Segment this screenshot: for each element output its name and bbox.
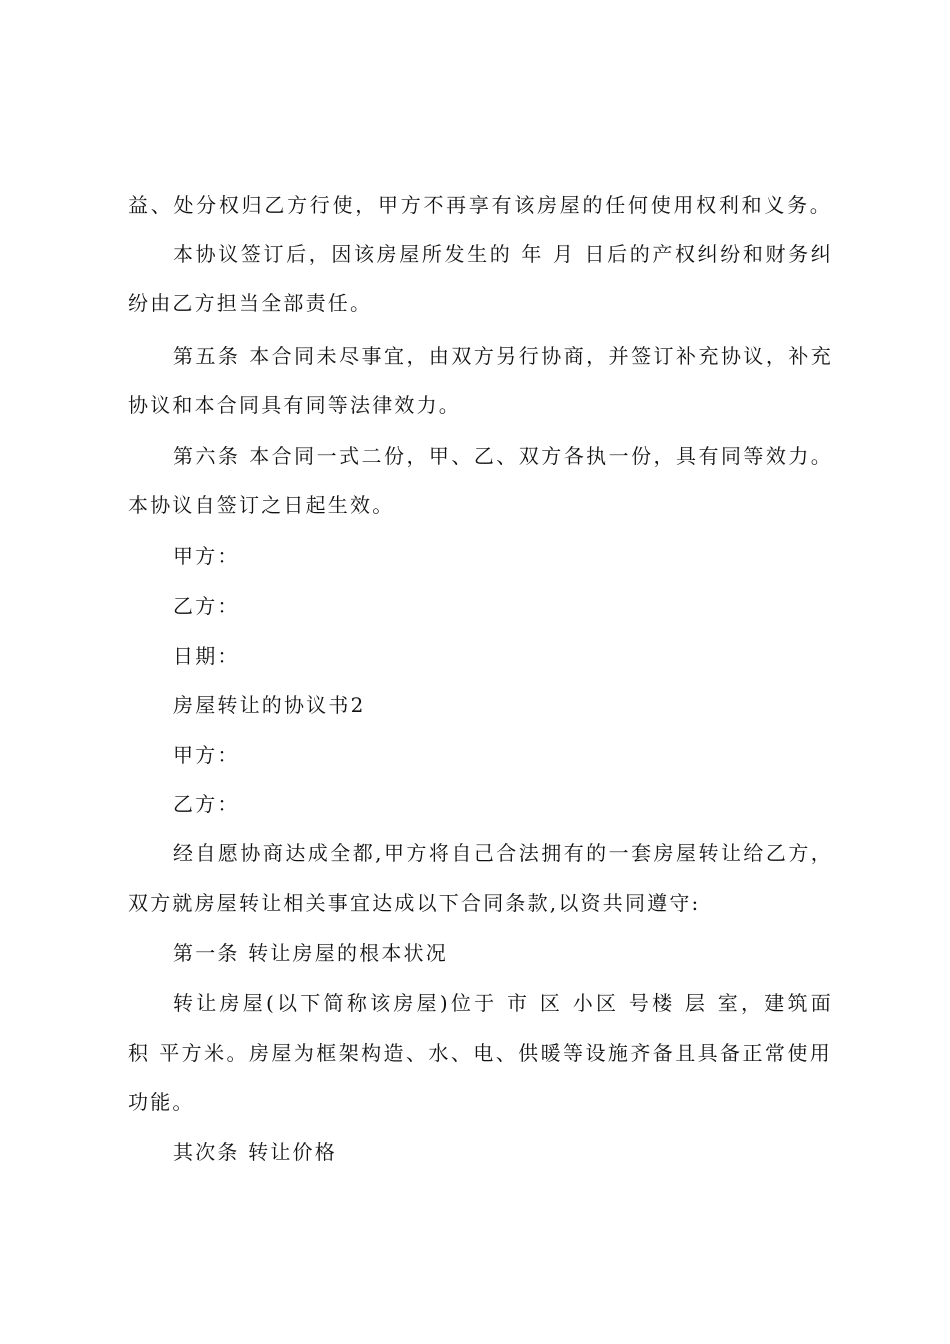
clause-heading: 其次条 转让价格: [173, 1140, 337, 1164]
section-heading: 房屋转让的协议书2: [173, 693, 366, 717]
signature-label-party-b: 乙方：: [173, 792, 240, 816]
paragraph-line: 益、处分权归乙方行使，甲方不再享有该房屋的任何使用权利和义务。: [128, 193, 832, 217]
paragraph-line: 本协议自签订之日起生效。: [128, 493, 395, 517]
signature-label-date: 日期：: [173, 644, 240, 668]
signature-label-party-a: 甲方：: [173, 544, 240, 568]
paragraph-line: 转让房屋(以下简称该房屋)位于 市 区 小区 号楼 层 室，建筑面: [173, 991, 833, 1015]
signature-label-party-a: 甲方：: [173, 743, 240, 767]
signature-label-party-b: 乙方：: [173, 594, 240, 618]
paragraph-line: 协议和本合同具有同等法律效力。: [128, 393, 461, 417]
paragraph-line: 功能。: [128, 1090, 195, 1114]
paragraph-line: 本协议签订后，因该房屋所发生的 年 月 日后的产权纠纷和财务纠: [173, 242, 833, 266]
paragraph-line: 经自愿协商达成全都,甲方将自己合法拥有的一套房屋转让给乙方，: [173, 841, 833, 865]
paragraph-line: 第六条 本合同一式二份，甲、乙、双方各执一份，具有同等效力。: [173, 444, 833, 468]
clause-heading: 第一条 转让房屋的根本状况: [173, 941, 448, 965]
paragraph-line: 积 平方米。房屋为框架构造、水、电、供暖等设施齐备且具备正常使用: [128, 1041, 832, 1065]
paragraph-line: 第五条 本合同未尽事宜，由双方另行协商，并签订补充协议，补充: [173, 344, 833, 368]
paragraph-line: 双方就房屋转让相关事宜达成以下合同条款,以资共同遵守:: [128, 891, 701, 915]
paragraph-line: 纷由乙方担当全部责任。: [128, 291, 373, 315]
